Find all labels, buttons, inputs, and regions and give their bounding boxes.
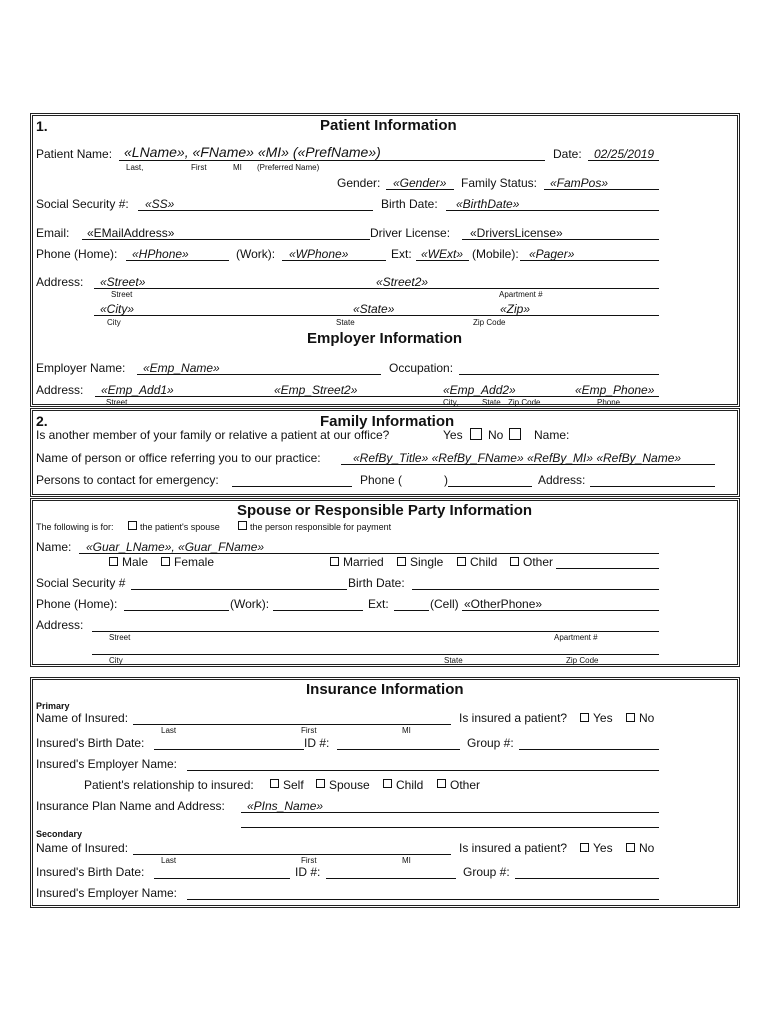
caption-primary-last: Last: [161, 726, 177, 735]
emergency-address-label: Address:: [538, 473, 586, 487]
married-label: Married: [343, 555, 384, 569]
family-yes-label: Yes: [443, 428, 463, 442]
section-number-2: 2.: [36, 413, 48, 429]
other-label: Other: [523, 555, 554, 569]
emergency-label: Persons to contact for emergency:: [36, 473, 219, 487]
family-info-title: Family Information: [320, 413, 455, 430]
caption-secondary-last: Last: [161, 856, 177, 865]
secondary-no-checkbox[interactable]: [626, 843, 635, 852]
phone-home-label: Phone (Home):: [36, 247, 118, 261]
caption-first: First: [191, 163, 207, 172]
family-status-field[interactable]: «FamPos»: [550, 176, 609, 190]
ext-field[interactable]: «WExt»: [421, 247, 464, 261]
guar-phone-label: Phone (Home):: [36, 597, 118, 611]
gender-field[interactable]: «Gender»: [393, 176, 447, 190]
phone-home-field[interactable]: «HPhone»: [132, 247, 189, 261]
employer-address-label: Address:: [36, 383, 84, 397]
caption-mi: MI: [233, 163, 242, 172]
primary-employer-label: Insured's Employer Name:: [36, 757, 178, 771]
single-checkbox[interactable]: [397, 557, 406, 566]
rel-self-label: Self: [283, 778, 304, 792]
employer-add2-field[interactable]: «Emp_Add2»: [443, 383, 516, 397]
female-label: Female: [174, 555, 215, 569]
primary-name-field[interactable]: [133, 724, 451, 725]
date-line: [588, 160, 659, 161]
caption-guar-apartment: Apartment #: [554, 633, 598, 642]
caption-primary-mi: MI: [402, 726, 411, 735]
caption-guar-street: Street: [109, 633, 131, 642]
employer-name-line: [137, 374, 381, 375]
caption-emp-street: Street: [106, 398, 128, 407]
phone-work-line: [282, 260, 386, 261]
female-checkbox[interactable]: [161, 557, 170, 566]
occupation-field[interactable]: [459, 374, 659, 375]
plan-line-2[interactable]: [241, 827, 659, 828]
rel-spouse-checkbox[interactable]: [316, 779, 325, 788]
primary-no-label: No: [639, 711, 655, 725]
primary-yes-label: Yes: [593, 711, 613, 725]
secondary-is-patient-label: Is insured a patient?: [459, 841, 568, 855]
primary-group-field[interactable]: [519, 749, 659, 750]
secondary-employer-field[interactable]: [187, 899, 659, 900]
referral-label: Name of person or office referring you to our practice:: [36, 451, 321, 465]
caption-preferred: (Preferred Name): [257, 163, 320, 172]
caption-emp-city: City,: [443, 398, 459, 407]
plan-line: [241, 812, 659, 813]
guar-ssn-label: Social Security #: [36, 576, 126, 590]
date-field[interactable]: 02/25/2019: [594, 147, 655, 161]
primary-employer-field[interactable]: [187, 770, 659, 771]
guar-city-field[interactable]: [92, 654, 659, 655]
primary-birth-label: Insured's Birth Date:: [36, 736, 145, 750]
guar-ext-field[interactable]: [394, 610, 429, 611]
family-no-label: No: [488, 428, 504, 442]
primary-group-label: Group #:: [467, 736, 514, 750]
responsible-option-checkbox[interactable]: [238, 521, 247, 530]
secondary-birth-label: Insured's Birth Date:: [36, 865, 145, 879]
male-checkbox[interactable]: [109, 557, 118, 566]
mobile-line: [520, 260, 659, 261]
child-checkbox[interactable]: [457, 557, 466, 566]
phone-work-label: (Work):: [236, 247, 276, 261]
city-line: [94, 315, 659, 316]
single-label: Single: [410, 555, 444, 569]
guar-birth-label: Birth Date:: [348, 576, 405, 590]
primary-id-label: ID #:: [304, 736, 330, 750]
ssn-line: [138, 210, 373, 211]
guar-birth-field[interactable]: [412, 589, 659, 590]
plan-label: Insurance Plan Name and Address:: [36, 799, 225, 813]
guar-ssn-field[interactable]: [131, 589, 347, 590]
employer-address-line: [95, 396, 659, 397]
address-label: Address:: [36, 275, 84, 289]
caption-emp-phone: Phone: [597, 398, 621, 407]
employer-street2-field[interactable]: «Emp_Street2»: [274, 383, 358, 397]
caption-secondary-first: First: [301, 856, 317, 865]
primary-birth-field[interactable]: [154, 749, 304, 750]
family-status-line: [544, 189, 659, 190]
occupation-label: Occupation:: [389, 361, 454, 375]
other-line: [556, 568, 659, 569]
birth-date-line: [446, 210, 659, 211]
caption-street: Street: [111, 290, 133, 299]
driver-license-line: [462, 239, 659, 240]
gender-label: Gender:: [337, 176, 381, 190]
guar-name-line: [79, 553, 659, 554]
rel-child-label: Child: [396, 778, 424, 792]
primary-yes-checkbox[interactable]: [580, 713, 589, 722]
patient-name-field[interactable]: «LName», «FName» «MI» («PrefName»): [124, 144, 381, 160]
driver-license-label: Driver License:: [370, 226, 451, 240]
emergency-phone-label: Phone (: [360, 473, 403, 487]
plan-field[interactable]: «PIns_Name»: [247, 799, 324, 813]
primary-id-field[interactable]: [337, 749, 460, 750]
guar-cell-field[interactable]: «OtherPhone»: [464, 597, 543, 611]
guar-ext-label: Ext:: [368, 597, 389, 611]
secondary-id-field[interactable]: [326, 878, 456, 879]
secondary-employer-label: Insured's Employer Name:: [36, 886, 178, 900]
primary-name-label: Name of Insured:: [36, 711, 129, 725]
emergency-address-field[interactable]: [590, 486, 715, 487]
family-no-checkbox[interactable]: [509, 428, 521, 440]
secondary-group-field[interactable]: [515, 878, 659, 879]
relationship-label: Patient's relationship to insured:: [84, 778, 254, 792]
employer-name-label: Employer Name:: [36, 361, 126, 375]
city-field[interactable]: «City»: [100, 302, 135, 316]
rel-self-checkbox[interactable]: [270, 779, 279, 788]
caption-last: Last,: [126, 163, 144, 172]
caption-guar-city: City: [109, 656, 123, 665]
employer-add1-field[interactable]: «Emp_Add1»: [101, 383, 174, 397]
caption-city: City: [107, 318, 121, 327]
secondary-name-field[interactable]: [133, 854, 451, 855]
email-label: Email:: [36, 226, 70, 240]
rel-other-label: Other: [450, 778, 481, 792]
spouse-option-label: the patient's spouse: [140, 522, 220, 532]
employer-info-title: Employer Information: [307, 330, 463, 347]
rel-child-checkbox[interactable]: [383, 779, 392, 788]
rel-spouse-label: Spouse: [329, 778, 370, 792]
caption-apartment: Apartment #: [499, 290, 543, 299]
emergency-field[interactable]: [232, 486, 352, 487]
referral-line: [341, 464, 715, 465]
mobile-field[interactable]: «Pager»: [529, 247, 575, 261]
birth-date-field[interactable]: «BirthDate»: [456, 197, 520, 211]
phone-work-field[interactable]: «WPhone»: [289, 247, 349, 261]
guar-cell-label: (Cell): [430, 597, 459, 611]
emergency-phone-field[interactable]: [448, 486, 532, 487]
street-field[interactable]: «Street»: [100, 275, 146, 289]
email-line: [82, 239, 370, 240]
caption-zip: Zip Code: [473, 318, 506, 327]
secondary-yes-checkbox[interactable]: [580, 843, 589, 852]
birth-date-label: Birth Date:: [381, 197, 438, 211]
secondary-id-label: ID #:: [295, 865, 321, 879]
gender-line: [386, 189, 454, 190]
secondary-label: Secondary: [36, 829, 83, 839]
employer-name-field[interactable]: «Emp_Name»: [143, 361, 220, 375]
guar-work-label: (Work):: [230, 597, 270, 611]
family-yes-checkbox[interactable]: [470, 428, 482, 440]
caption-state: State: [336, 318, 355, 327]
date-label: Date:: [553, 147, 582, 161]
guar-cell-line: [462, 610, 659, 611]
secondary-name-label: Name of Insured:: [36, 841, 129, 855]
following-is-for-label: The following is for:: [36, 522, 114, 532]
ssn-label: Social Security #:: [36, 197, 129, 211]
primary-no-checkbox[interactable]: [626, 713, 635, 722]
street-line: [94, 288, 659, 289]
zip-field[interactable]: «Zip»: [500, 302, 531, 316]
responsible-option-label: the person responsible for payment: [250, 522, 392, 532]
street2-field[interactable]: «Street2»: [376, 275, 429, 289]
family-status-label: Family Status:: [461, 176, 538, 190]
guar-address-label: Address:: [36, 618, 84, 632]
family-question: Is another member of your family or relative a patient at our office?: [36, 428, 390, 442]
spouse-option-checkbox[interactable]: [128, 521, 137, 530]
caption-emp-zip: Zip Code: [508, 398, 541, 407]
phone-home-line: [126, 260, 229, 261]
caption-primary-first: First: [301, 726, 317, 735]
secondary-yes-label: Yes: [593, 841, 613, 855]
male-label: Male: [122, 555, 149, 569]
secondary-group-label: Group #:: [463, 865, 510, 879]
employer-phone-field[interactable]: «Emp_Phone»: [575, 383, 655, 397]
guar-name-label: Name:: [36, 540, 72, 554]
other-checkbox[interactable]: [510, 557, 519, 566]
ext-line: [416, 260, 469, 261]
guar-street-field[interactable]: [92, 631, 659, 632]
patient-info-title: Patient Information: [320, 117, 457, 134]
emergency-phone-close: ): [444, 473, 448, 487]
patient-name-line: [119, 160, 545, 161]
ext-label: Ext:: [391, 247, 412, 261]
child-label: Child: [470, 555, 498, 569]
caption-emp-state: State: [482, 398, 501, 407]
caption-secondary-mi: MI: [402, 856, 411, 865]
primary-label: Primary: [36, 701, 70, 711]
state-field[interactable]: «State»: [353, 302, 395, 316]
ssn-field[interactable]: «SS»: [145, 197, 175, 211]
patient-name-label: Patient Name:: [36, 147, 113, 161]
mobile-label: (Mobile):: [472, 247, 519, 261]
guar-work-field[interactable]: [273, 610, 363, 611]
referral-field[interactable]: «RefBy_Title» «RefBy_FName» «RefBy_MI» «RefBy_Name»: [353, 451, 682, 465]
caption-guar-zip: Zip Code: [566, 656, 599, 665]
driver-license-field[interactable]: «DriversLicense»: [470, 226, 563, 240]
guar-name-field[interactable]: «Guar_LName», «Guar_FName»: [86, 540, 265, 554]
guar-phone-field[interactable]: [124, 610, 229, 611]
secondary-no-label: No: [639, 841, 655, 855]
spouse-info-title: Spouse or Responsible Party Information: [237, 502, 533, 519]
married-checkbox[interactable]: [330, 557, 339, 566]
rel-other-checkbox[interactable]: [437, 779, 446, 788]
insurance-info-title: Insurance Information: [306, 681, 464, 698]
section-number: 1.: [36, 118, 48, 134]
secondary-birth-field[interactable]: [154, 878, 290, 879]
email-field[interactable]: «EMailAddress»: [87, 226, 175, 240]
primary-is-patient-label: Is insured a patient?: [459, 711, 568, 725]
family-name-label: Name:: [534, 428, 570, 442]
caption-guar-state: State: [444, 656, 463, 665]
